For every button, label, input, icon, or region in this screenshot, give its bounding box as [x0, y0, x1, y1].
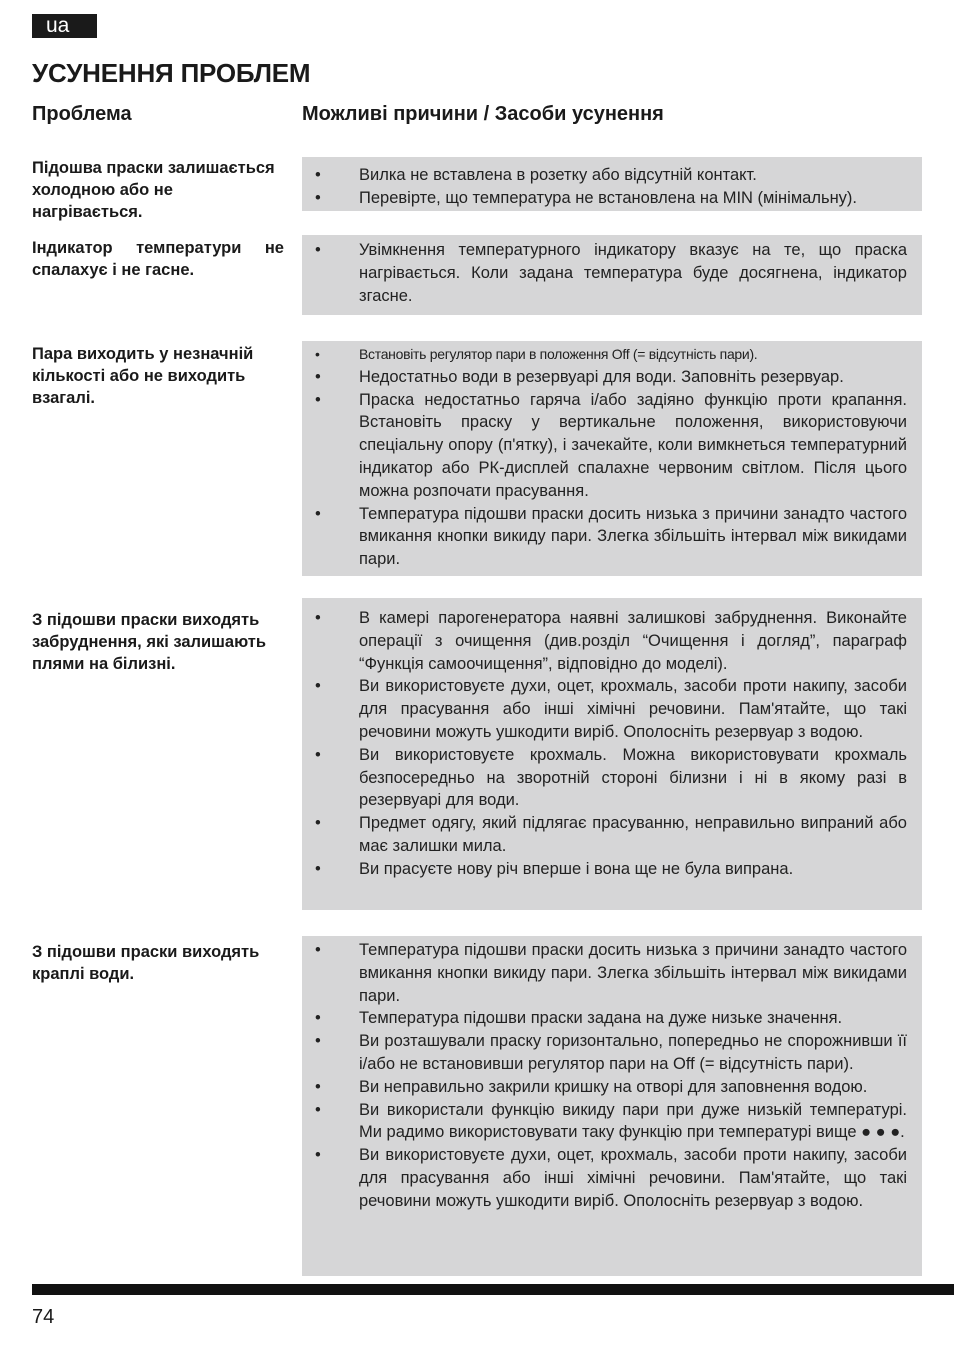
cause-item: • Вилка не вставлена в розетку або відсутній контакт.	[302, 164, 922, 187]
cause-item: • Недостатньо води в резервуарі для води. Заповніть резервуар.	[302, 366, 922, 389]
cause-item: • Увімкнення температурного індикатору вказує на те, що праска нагрівається. Коли задана температура буде досягнена, індикатор згасне.	[315, 241, 907, 305]
bullet-icon: •	[315, 241, 321, 259]
problem-text: Індикатор температури не спалахує і не гасне.	[32, 239, 284, 279]
causes-list	[302, 239, 922, 307]
bullet-icon: •	[315, 504, 321, 523]
causes-box	[302, 598, 922, 910]
bullet-icon: •	[315, 1077, 321, 1096]
bullet-icon: •	[315, 1009, 321, 1028]
problem-text: З підошви праски виходять забруднення, які залишають плями на білизні.	[32, 611, 266, 673]
causes-box	[302, 235, 922, 315]
problem-text: Пара виходить у незначній кількості або не виходить взагалі.	[32, 345, 254, 407]
bullet-icon: •	[315, 745, 321, 764]
cause-item: • Ви використали функцію викиду пари при дуже низькій температурі. Ми радимо використовувати таку функцію при температурі вище ● ● ●.	[315, 1100, 907, 1142]
cause-item: • Предмет одягу, який підлягає прасуванню, неправильно випраний або має залишки мила.	[315, 814, 907, 855]
causes-list	[302, 607, 922, 881]
cause-item: • Встановіть регулятор пари в положення Off (= відсутність пари).	[302, 343, 922, 366]
cause-item: • Ви розташували праску горизонтально, попередньо не спорожнивши її і/або не встановивши регулятор пари на Off (= відсутність пари).	[315, 1032, 907, 1073]
bullet-icon: •	[315, 677, 321, 696]
problem-text: З підошви праски виходять краплі води.	[32, 943, 260, 983]
bullet-icon: •	[315, 814, 321, 833]
bullet-icon: •	[315, 367, 321, 386]
causes-box	[302, 157, 922, 211]
bullet-icon: •	[315, 188, 321, 207]
bullet-icon: •	[315, 859, 321, 878]
bullet-icon: •	[315, 390, 321, 409]
bullet-icon: •	[315, 1032, 321, 1051]
bullet-icon: •	[315, 609, 321, 627]
cause-item: • Ви використовуєте духи, оцет, крохмаль, засоби проти накипу, засоби для прасування або інші хімічні речовини. Пам'ятайте, що такі речовини можуть ушкодити виріб. Ополосніть резервуар з водою.	[315, 1146, 907, 1210]
causes-list	[302, 939, 922, 1213]
cause-item: • Ви прасуєте нову річ вперше і вона ще не була випрана.	[302, 858, 922, 881]
page-number: 74	[32, 1306, 55, 1328]
page-title: УСУНЕННЯ ПРОБЛЕМ	[32, 58, 311, 88]
problem-text: Підошва праски залишається холодною або не нагрівається.	[32, 159, 275, 221]
cause-item: • Температура підошви праски задана на дуже низьке значення.	[302, 1007, 922, 1030]
bullet-icon: •	[315, 941, 321, 959]
cause-item: • Ви неправильно закрили кришку на отворі для заповнення водою.	[302, 1076, 922, 1099]
cause-item: • Перевірте, що температура не встановлена на MIN (мінімальну).	[302, 187, 922, 210]
language-badge: ua	[32, 14, 97, 38]
bullet-icon: •	[315, 1146, 321, 1165]
causes-list	[302, 164, 922, 210]
cause-item: • Температура підошви праски досить низька з причини занадто частого вмикання кнопки викиду пари. Злегка збільшіть інтервал між викидами пари.	[315, 504, 907, 569]
cause-item: • Ви використовуєте духи, оцет, крохмаль, засоби проти накипу, засоби для прасування або інші хімічні речовини. Пам'ятайте, що такі речовини можуть ушкодити виріб. Ополосніть резервуар з водою.	[315, 677, 907, 741]
footer-divider	[32, 1284, 954, 1295]
bullet-icon: •	[315, 1100, 321, 1119]
causes-box	[302, 936, 922, 1276]
column-header-problem: Проблема	[32, 103, 132, 125]
cause-item: • Температура підошви праски досить низька з причини занадто частого вмикання кнопки викиду пари. Злегка збільшіть інтервал між викидами пари.	[315, 941, 907, 1005]
causes-box	[302, 341, 922, 576]
causes-list	[302, 343, 922, 571]
bullet-icon: •	[315, 346, 320, 362]
cause-item: • В камері парогенератора наявні залишкові забруднення. Виконайте операції з очищення (див.розділ “Очищення і догляд”, параграф “Функція самоочищення”, відповідно до моделі).	[315, 609, 907, 673]
bullet-icon: •	[315, 166, 321, 184]
cause-item: • Ви використовуєте крохмаль. Можна використовувати крохмаль безпосередньо на зворотній стороні білизни і ні в якому разі в резервуарі для води.	[315, 745, 907, 810]
cause-item: • Праска недостатньо гаряча і/або задіяно функцію проти крапання. Встановіть праску у вертикальне положення, використовуючи спеціальну опору (п'ятку), і зачекайте, коли вимкнеться температурний індикатор або РК-дисплей спалахне червоним світлом. Після цього можна розпочати прасування.	[315, 390, 907, 500]
column-header-causes: Можливі причини / Засоби усунення	[302, 103, 664, 125]
